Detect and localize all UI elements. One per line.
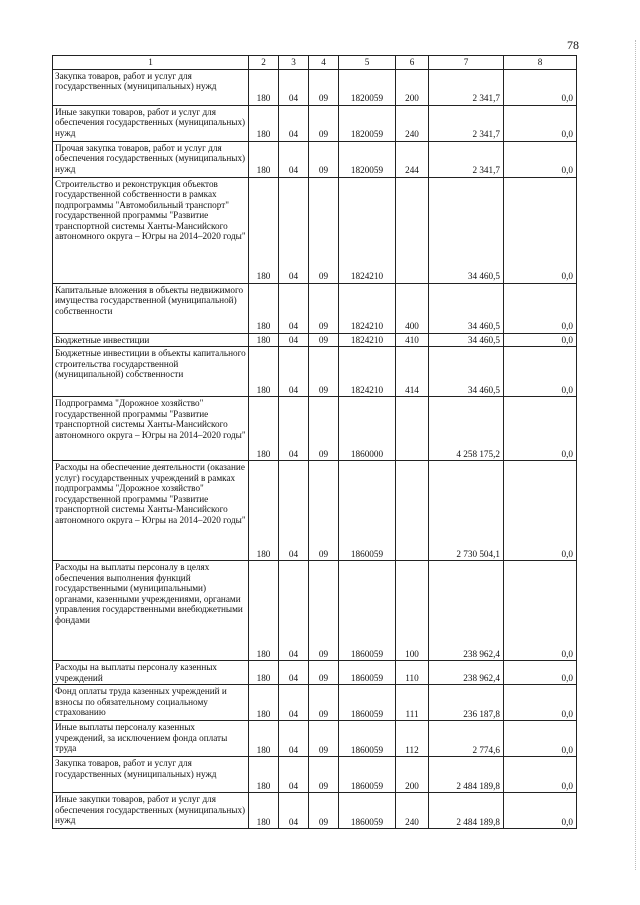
cell-subsection: 09 [309,283,339,333]
row-name: Иные закупки товаров, работ и услуг для обеспечения государственных (муниципальных) нужд [53,793,249,829]
cell-target-article: 1820059 [339,105,396,141]
cell-subsection: 09 [309,69,339,105]
table-row [53,461,577,561]
cell-subsection: 09 [309,177,339,283]
cell-target-article: 1824210 [339,177,396,283]
cell-section: 04 [279,177,309,283]
cell-code: 180 [249,757,279,793]
cell-amount: 34 460,5 [429,177,504,283]
column-header-4: 4 [309,56,339,70]
cell-subsection: 09 [309,561,339,661]
cell-section: 04 [279,105,309,141]
cell-subsection: 09 [309,397,339,461]
cell-target-article: 1860059 [339,561,396,661]
cell-expense-type: 240 [396,793,429,829]
table-row [53,283,577,333]
cell-expense-type: 200 [396,757,429,793]
column-header-1: 1 [53,56,249,70]
cell-target-article: 1820059 [339,141,396,177]
cell-target-article: 1860059 [339,793,396,829]
row-name: Иные закупки товаров, работ и услуг для обеспечения государственных (муниципальных) нужд [53,105,249,141]
cell-target-article: 1820059 [339,69,396,105]
cell-expense-type: 244 [396,141,429,177]
cell-amount: 2 341,7 [429,69,504,105]
cell-amount-2: 0,0 [504,561,577,661]
cell-amount: 2 484 189,8 [429,757,504,793]
cell-code: 180 [249,461,279,561]
cell-amount-2: 0,0 [504,793,577,829]
column-header-7: 7 [429,56,504,70]
cell-amount-2: 0,0 [504,397,577,461]
row-name: Бюджетные инвестиции в объекты капитального строительства государственной (муниципальной) собственности [53,347,249,397]
cell-section: 04 [279,333,309,347]
cell-amount-2: 0,0 [504,105,577,141]
cell-expense-type [396,461,429,561]
cell-code: 180 [249,177,279,283]
table-row [53,793,577,829]
cell-section: 04 [279,721,309,757]
table-row [53,561,577,661]
table-row [53,661,577,685]
page-number: 78 [567,38,579,52]
cell-section: 04 [279,141,309,177]
cell-target-article: 1860059 [339,461,396,561]
table-row [53,347,577,397]
table-row [53,69,577,105]
cell-code: 180 [249,105,279,141]
cell-amount-2: 0,0 [504,141,577,177]
row-name: Расходы на выплаты персоналу казенных учреждений [53,661,249,685]
row-name: Строительство и реконструкция объектов государственной собственности в рамках подпрограммы "Автомобильный транспорт" государственной программы "Развитие транспортной системы Ханты-Мансийского автономного округа – Югры на 2014–2020 годы" [53,177,249,283]
cell-section: 04 [279,685,309,721]
cell-code: 180 [249,141,279,177]
cell-subsection: 09 [309,721,339,757]
column-header-8: 8 [504,56,577,70]
cell-amount-2: 0,0 [504,69,577,105]
table-row [53,333,577,347]
cell-amount-2: 0,0 [504,177,577,283]
cell-section: 04 [279,283,309,333]
cell-target-article: 1824210 [339,283,396,333]
cell-code: 180 [249,333,279,347]
cell-expense-type: 111 [396,685,429,721]
cell-subsection: 09 [309,757,339,793]
table-row [53,685,577,721]
column-header-5: 5 [339,56,396,70]
cell-code: 180 [249,69,279,105]
scan-edge-line [634,40,636,870]
cell-target-article: 1860059 [339,721,396,757]
cell-amount: 34 460,5 [429,283,504,333]
cell-code: 180 [249,685,279,721]
cell-expense-type: 414 [396,347,429,397]
cell-amount: 236 187,8 [429,685,504,721]
cell-expense-type: 110 [396,661,429,685]
cell-expense-type: 100 [396,561,429,661]
cell-section: 04 [279,757,309,793]
cell-code: 180 [249,721,279,757]
cell-expense-type: 200 [396,69,429,105]
cell-expense-type [396,397,429,461]
row-name: Закупка товаров, работ и услуг для государственных (муниципальных) нужд [53,757,249,793]
row-name: Фонд оплаты труда казенных учреждений и взносы по обязательному социальному страхованию [53,685,249,721]
cell-target-article: 1824210 [339,333,396,347]
cell-code: 180 [249,793,279,829]
row-name: Подпрограмма "Дорожное хозяйство" государственной программы "Развитие транспортной системы Ханты-Мансийского автономного округа – Югры на 2014–2020 годы" [53,397,249,461]
cell-expense-type: 410 [396,333,429,347]
cell-section: 04 [279,461,309,561]
cell-subsection: 09 [309,661,339,685]
cell-code: 180 [249,661,279,685]
cell-amount: 238 962,4 [429,661,504,685]
cell-target-article: 1824210 [339,347,396,397]
cell-subsection: 09 [309,685,339,721]
cell-amount-2: 0,0 [504,685,577,721]
column-header-6: 6 [396,56,429,70]
cell-subsection: 09 [309,461,339,561]
table-row [53,721,577,757]
cell-target-article: 1860059 [339,757,396,793]
cell-code: 180 [249,561,279,661]
cell-amount: 2 341,7 [429,105,504,141]
cell-section: 04 [279,661,309,685]
cell-subsection: 09 [309,105,339,141]
cell-subsection: 09 [309,793,339,829]
cell-section: 04 [279,793,309,829]
cell-amount: 238 962,4 [429,561,504,661]
row-name: Закупка товаров, работ и услуг для государственных (муниципальных) нужд [53,69,249,105]
column-header-2: 2 [249,56,279,70]
cell-target-article: 1860000 [339,397,396,461]
cell-section: 04 [279,69,309,105]
cell-amount: 2 484 189,8 [429,793,504,829]
table-row [53,105,577,141]
row-name: Расходы на обеспечение деятельности (оказание услуг) государственных учреждений в рамках подпрограммы "Дорожное хозяйство" государственной программы "Развитие транспортной системы Ханты-Мансийского автономного округа – Югры на 2014–2020 годы" [53,461,249,561]
cell-code: 180 [249,283,279,333]
table-row [53,397,577,461]
cell-code: 180 [249,397,279,461]
cell-section: 04 [279,561,309,661]
cell-amount-2: 0,0 [504,347,577,397]
cell-amount: 4 258 175,2 [429,397,504,461]
budget-table [52,55,577,829]
cell-amount-2: 0,0 [504,461,577,561]
cell-amount-2: 0,0 [504,757,577,793]
row-name: Расходы на выплаты персоналу в целях обеспечения выполнения функций государственными (муниципальными) органами, казенными учреждениями, органами управления государственными внебюджетными фондами [53,561,249,661]
cell-amount-2: 0,0 [504,661,577,685]
cell-code: 180 [249,347,279,397]
row-name: Прочая закупка товаров, работ и услуг для обеспечения государственных (муниципальных) нужд [53,141,249,177]
cell-expense-type [396,177,429,283]
cell-target-article: 1860059 [339,685,396,721]
row-name: Бюджетные инвестиции [53,333,249,347]
table-row [53,757,577,793]
cell-expense-type: 240 [396,105,429,141]
cell-section: 04 [279,347,309,397]
table-row [53,141,577,177]
table-row [53,177,577,283]
cell-amount-2: 0,0 [504,333,577,347]
cell-amount: 2 730 504,1 [429,461,504,561]
cell-expense-type: 112 [396,721,429,757]
table-body [53,69,577,829]
cell-amount: 34 460,5 [429,347,504,397]
cell-amount-2: 0,0 [504,283,577,333]
header-row [53,56,577,70]
column-header-3: 3 [279,56,309,70]
cell-subsection: 09 [309,347,339,397]
cell-amount-2: 0,0 [504,721,577,757]
cell-amount: 2 774,6 [429,721,504,757]
cell-amount: 34 460,5 [429,333,504,347]
row-name: Иные выплаты персоналу казенных учреждений, за исключением фонда оплаты труда [53,721,249,757]
cell-target-article: 1860059 [339,661,396,685]
cell-expense-type: 400 [396,283,429,333]
cell-amount: 2 341,7 [429,141,504,177]
cell-section: 04 [279,397,309,461]
row-name: Капитальные вложения в объекты недвижимого имущества государственной (муниципальной) собственности [53,283,249,333]
cell-subsection: 09 [309,141,339,177]
cell-subsection: 09 [309,333,339,347]
